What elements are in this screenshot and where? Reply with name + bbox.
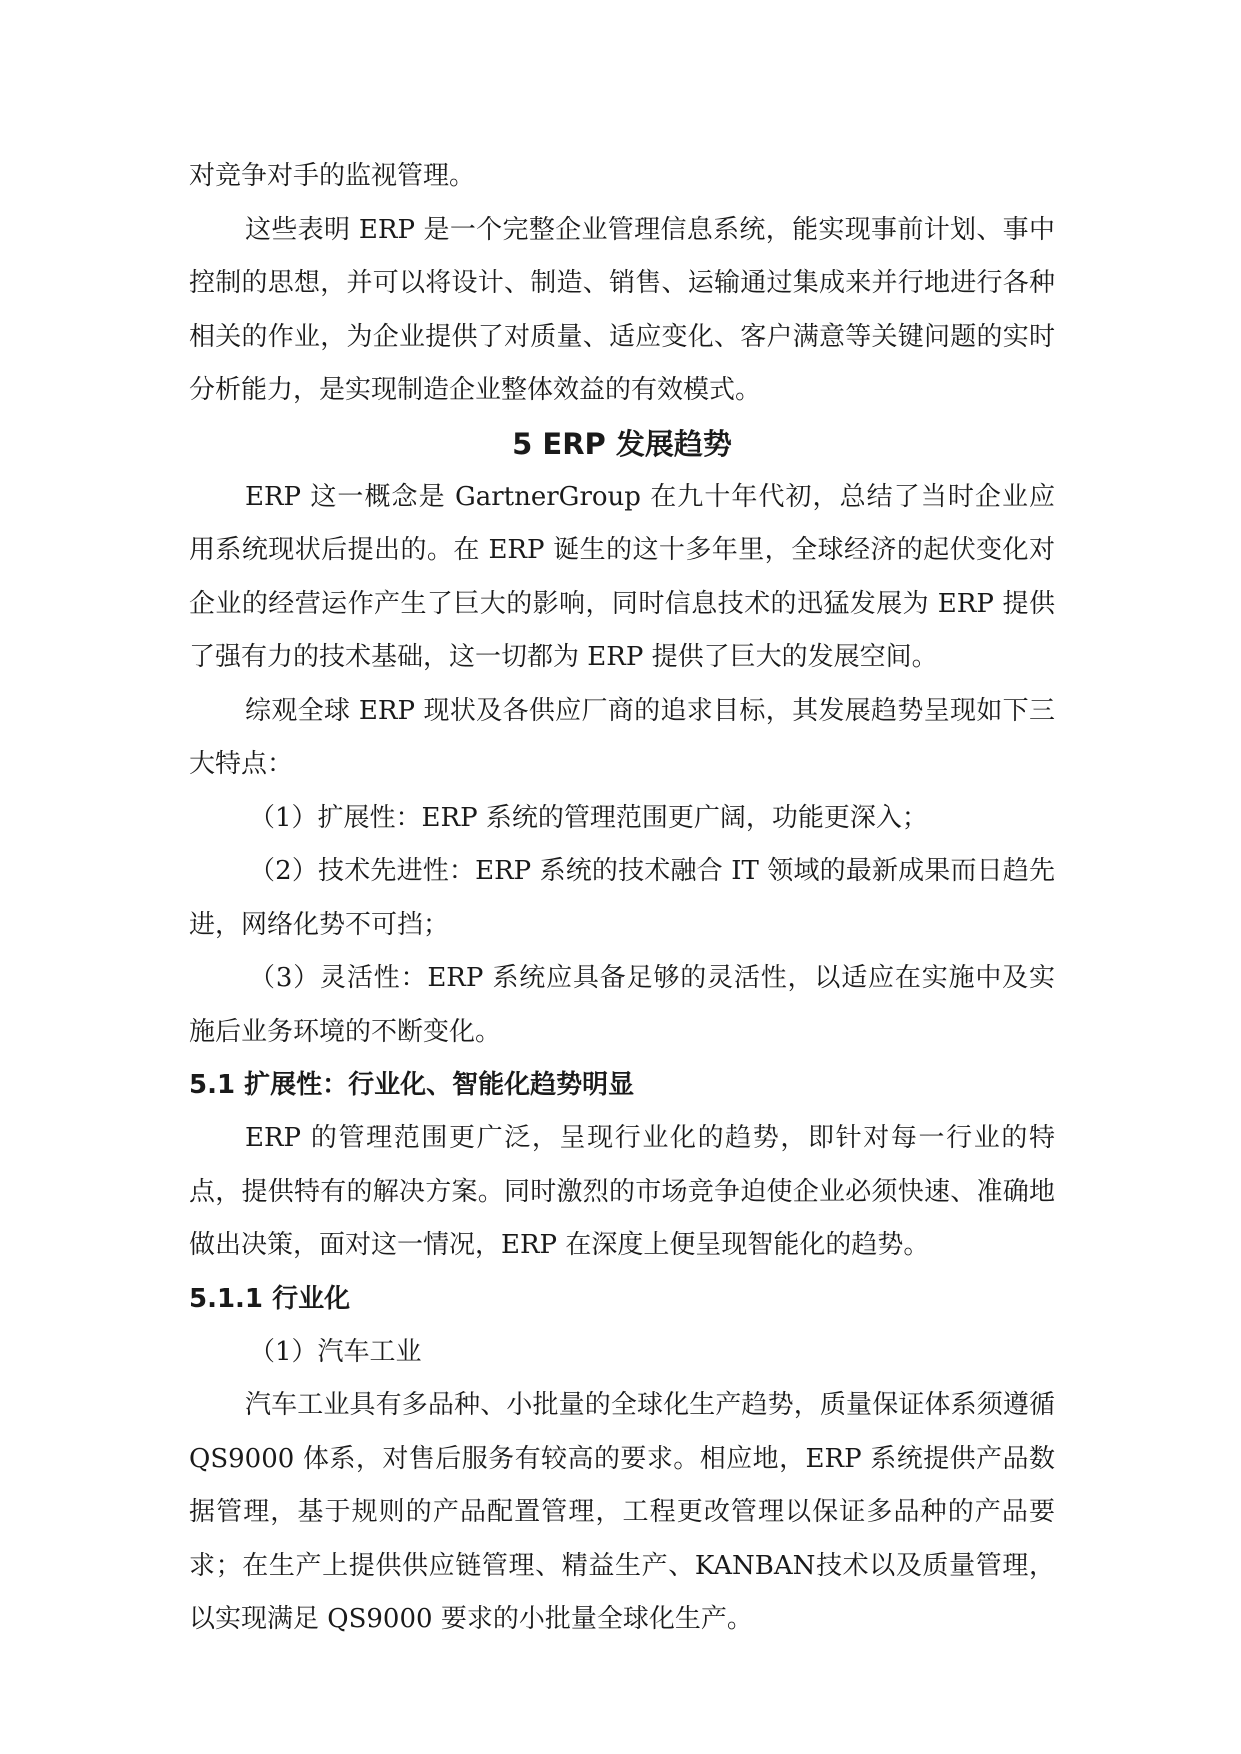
list-item-extensibility: （1）扩展性：ERP 系统的管理范围更广阔，功能更深入；	[249, 802, 928, 833]
paragraph-auto-industry: 汽车工业具有多品种、小批量的全球化生产趋势，质量保证体系须遵循 QS9000 体系，对售后服务有较高的要求。相应地，ERP 系统提供产品数据管理，基于规则的产品配置管理，工程更改管理以保证多品种的产品要求；在生产上提供供应链管理、精益生产、KANBAN技术以及质量管理，以实现满足 QS9000 要求的小批量全球化生产。	[189, 1390, 1055, 1634]
paragraph-industry-intelligence: ERP 的管理范围更广泛，呈现行业化的趋势，即针对每一行业的特点，提供特有的解决方案。同时激烈的市场竞争迫使企业必须快速、准确地做出决策，面对这一情况，ERP 在深度上便呈现智能化的趋势。	[189, 1123, 1055, 1260]
section-heading-erp-trends: 5 ERP 发展趋势	[512, 426, 732, 461]
document-body	[189, 150, 1055, 1647]
list-item-tech-advanced: （2）技术先进性：ERP 系统的技术融合 IT 领域的最新成果而日趋先进，网络化势不可挡；	[189, 856, 1055, 940]
paragraph-continuation: 对竞争对手的监视管理。	[189, 161, 476, 191]
paragraph-erp-origin: ERP 这一概念是 GartnerGroup 在九十年代初，总结了当时企业应用系统现状后提出的。在 ERP 诞生的这十多年里，全球经济的起伏变化对企业的经营运作产生了巨大的影响，同时信息技术的迅猛发展为 ERP 提供了强有力的技术基础，这一切都为 ERP 提供了巨大的发展空间。	[189, 481, 1055, 672]
paragraph-three-features: 综观全球 ERP 现状及各供应厂商的追求目标，其发展趋势呈现如下三大特点：	[189, 695, 1055, 779]
list-item-auto-industry: （1）汽车工业	[249, 1336, 422, 1367]
subsubsection-heading-industry: 5.1.1 行业化	[189, 1283, 351, 1314]
list-item-flexibility: （3）灵活性：ERP 系统应具备足够的灵活性，以适应在实施中及实施后业务环境的不断变化。	[189, 963, 1055, 1047]
paragraph-erp-summary: 这些表明 ERP 是一个完整企业管理信息系统，能实现事前计划、事中控制的思想，并可以将设计、制造、销售、运输通过集成来并行地进行各种相关的作业，为企业提供了对质量、适应变化、客户满意等关键问题的实时分析能力，是实现制造企业整体效益的有效模式。	[189, 214, 1055, 405]
subsection-heading-extensibility: 5.1 扩展性：行业化、智能化趋势明显	[189, 1070, 635, 1100]
